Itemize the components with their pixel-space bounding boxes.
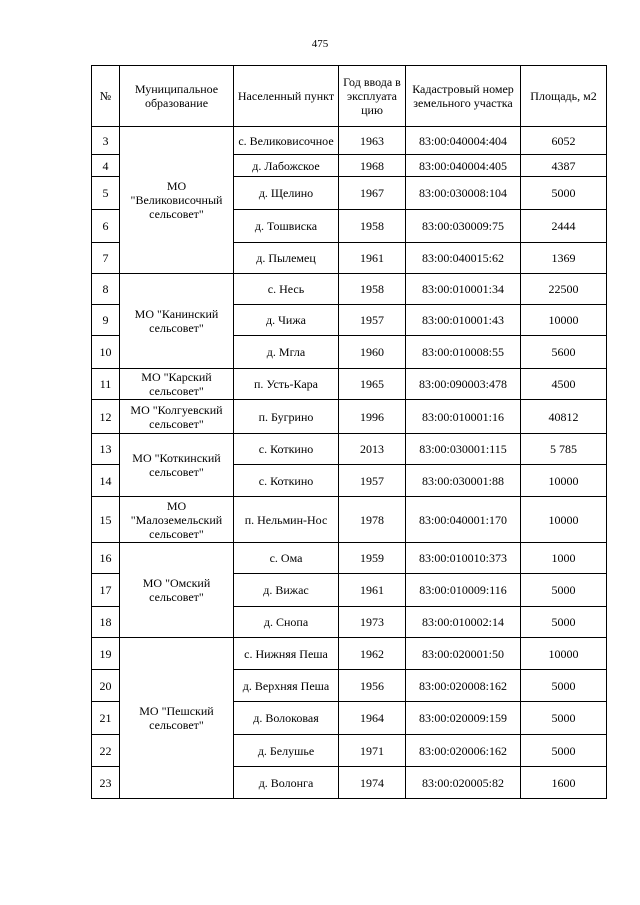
cell-number: 23 (92, 767, 120, 799)
cell-locality: д. Вижас (234, 574, 339, 607)
cell-locality: д. Пылемец (234, 243, 339, 274)
cell-area: 2444 (521, 210, 607, 243)
cell-number: 14 (92, 465, 120, 497)
cell-number: 3 (92, 127, 120, 155)
cell-municipality: МО "Колгуевский сельсовет" (120, 400, 234, 434)
cell-year: 1957 (339, 305, 406, 336)
land-plots-table (91, 65, 607, 799)
cell-municipality: МО "Коткинский сельсовет" (120, 434, 234, 497)
cell-year: 1963 (339, 127, 406, 155)
cell-cadastral: 83:00:040004:405 (406, 155, 521, 177)
cell-year: 1957 (339, 465, 406, 497)
cell-area: 5000 (521, 607, 607, 638)
cell-number: 18 (92, 607, 120, 638)
cell-area: 6052 (521, 127, 607, 155)
cell-year: 1956 (339, 670, 406, 702)
cell-year: 1962 (339, 638, 406, 670)
table-row (92, 434, 607, 465)
cell-locality: п. Нельмин-Нос (234, 497, 339, 543)
header-cadastral: Кадастровый номер земельного участка (406, 66, 521, 127)
cell-area: 1000 (521, 543, 607, 574)
table-row (92, 369, 607, 400)
cell-area: 4387 (521, 155, 607, 177)
cell-area: 40812 (521, 400, 607, 434)
cell-municipality: МО "Великовисочный сельсовет" (120, 127, 234, 274)
cell-cadastral: 83:00:040001:170 (406, 497, 521, 543)
cell-municipality: МО "Карский сельсовет" (120, 369, 234, 400)
cell-area: 1600 (521, 767, 607, 799)
header-area: Площадь, м2 (521, 66, 607, 127)
table-row (92, 638, 607, 670)
cell-year: 2013 (339, 434, 406, 465)
cell-locality: д. Верхняя Пеша (234, 670, 339, 702)
cell-number: 10 (92, 336, 120, 369)
cell-year: 1960 (339, 336, 406, 369)
cell-cadastral: 83:00:010002:14 (406, 607, 521, 638)
cell-cadastral: 83:00:010001:34 (406, 274, 521, 305)
cell-area: 1369 (521, 243, 607, 274)
cell-locality: д. Лабожское (234, 155, 339, 177)
cell-number: 20 (92, 670, 120, 702)
cell-cadastral: 83:00:090003:478 (406, 369, 521, 400)
cell-year: 1961 (339, 243, 406, 274)
table-header (92, 66, 607, 127)
cell-cadastral: 83:00:020005:82 (406, 767, 521, 799)
cell-area: 5000 (521, 670, 607, 702)
cell-year: 1974 (339, 767, 406, 799)
cell-cadastral: 83:00:010008:55 (406, 336, 521, 369)
cell-area: 5000 (521, 177, 607, 210)
cell-number: 17 (92, 574, 120, 607)
cell-cadastral: 83:00:010009:116 (406, 574, 521, 607)
cell-number: 21 (92, 702, 120, 735)
cell-area: 5000 (521, 702, 607, 735)
cell-cadastral: 83:00:010001:16 (406, 400, 521, 434)
cell-cadastral: 83:00:030001:115 (406, 434, 521, 465)
cell-locality: д. Мгла (234, 336, 339, 369)
cell-cadastral: 83:00:040015:62 (406, 243, 521, 274)
table-row (92, 543, 607, 574)
table-row (92, 127, 607, 155)
cell-number: 5 (92, 177, 120, 210)
cell-year: 1971 (339, 735, 406, 767)
cell-number: 9 (92, 305, 120, 336)
cell-locality: с. Ома (234, 543, 339, 574)
table-body (92, 127, 607, 799)
cell-year: 1978 (339, 497, 406, 543)
cell-locality: д. Тошвиска (234, 210, 339, 243)
cell-municipality: МО "Омский сельсовет" (120, 543, 234, 638)
cell-number: 4 (92, 155, 120, 177)
cell-locality: с. Коткино (234, 434, 339, 465)
cell-cadastral: 83:00:030009:75 (406, 210, 521, 243)
cell-number: 7 (92, 243, 120, 274)
header-row (92, 66, 607, 127)
cell-year: 1958 (339, 274, 406, 305)
cell-year: 1965 (339, 369, 406, 400)
cell-locality: п. Усть-Кара (234, 369, 339, 400)
cell-area: 4500 (521, 369, 607, 400)
cell-municipality: МО "Малоземельский сельсовет" (120, 497, 234, 543)
cell-number: 19 (92, 638, 120, 670)
cell-municipality: МО "Пешский сельсовет" (120, 638, 234, 799)
page-number: 475 (311, 38, 329, 50)
cell-cadastral: 83:00:040004:404 (406, 127, 521, 155)
cell-number: 12 (92, 400, 120, 434)
cell-area: 10000 (521, 305, 607, 336)
cell-year: 1967 (339, 177, 406, 210)
cell-area: 5600 (521, 336, 607, 369)
cell-area: 5 785 (521, 434, 607, 465)
cell-area: 5000 (521, 735, 607, 767)
cell-number: 13 (92, 434, 120, 465)
cell-year: 1961 (339, 574, 406, 607)
cell-number: 6 (92, 210, 120, 243)
cell-cadastral: 83:00:020001:50 (406, 638, 521, 670)
cell-locality: с. Великовисочное (234, 127, 339, 155)
cell-locality: д. Снопа (234, 607, 339, 638)
header-number: № (92, 66, 120, 127)
header-municipality: Муниципальное образование (120, 66, 234, 127)
cell-locality: д. Чижа (234, 305, 339, 336)
header-locality: Населенный пункт (234, 66, 339, 127)
cell-area: 5000 (521, 574, 607, 607)
cell-locality: п. Бугрино (234, 400, 339, 434)
cell-municipality: МО "Канинский сельсовет" (120, 274, 234, 369)
cell-cadastral: 83:00:020009:159 (406, 702, 521, 735)
cell-locality: д. Волоковая (234, 702, 339, 735)
cell-cadastral: 83:00:020008:162 (406, 670, 521, 702)
table-row (92, 274, 607, 305)
cell-cadastral: 83:00:010001:43 (406, 305, 521, 336)
cell-locality: с. Коткино (234, 465, 339, 497)
cell-year: 1958 (339, 210, 406, 243)
cell-year: 1968 (339, 155, 406, 177)
cell-locality: д. Белушье (234, 735, 339, 767)
cell-area: 22500 (521, 274, 607, 305)
cell-number: 15 (92, 497, 120, 543)
table-row (92, 400, 607, 434)
cell-area: 10000 (521, 638, 607, 670)
cell-locality: с. Нижняя Пеша (234, 638, 339, 670)
cell-locality: д. Щелино (234, 177, 339, 210)
table-row (92, 497, 607, 543)
cell-area: 10000 (521, 465, 607, 497)
cell-number: 11 (92, 369, 120, 400)
cell-number: 8 (92, 274, 120, 305)
cell-area: 10000 (521, 497, 607, 543)
cell-number: 22 (92, 735, 120, 767)
cell-locality: д. Волонга (234, 767, 339, 799)
cell-year: 1973 (339, 607, 406, 638)
cell-cadastral: 83:00:030008:104 (406, 177, 521, 210)
cell-locality: с. Несь (234, 274, 339, 305)
cell-year: 1996 (339, 400, 406, 434)
cell-cadastral: 83:00:010010:373 (406, 543, 521, 574)
cell-cadastral: 83:00:020006:162 (406, 735, 521, 767)
cell-year: 1959 (339, 543, 406, 574)
cell-year: 1964 (339, 702, 406, 735)
cell-number: 16 (92, 543, 120, 574)
header-year: Год ввода в эксплуата цию (339, 66, 406, 127)
cell-cadastral: 83:00:030001:88 (406, 465, 521, 497)
